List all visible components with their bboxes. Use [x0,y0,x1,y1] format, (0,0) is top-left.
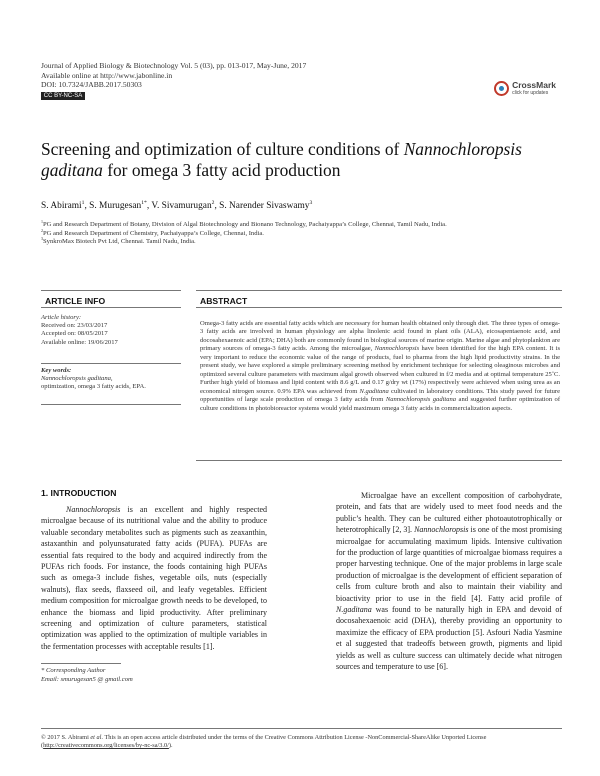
received-date: Received on: 23/03/2017 [41,322,108,330]
history-label: Article history: [41,314,82,321]
article-info-top-rule [41,290,181,291]
abstract-heading: ABSTRACT [200,296,248,306]
paper-title [41,139,561,181]
crossmark-badge[interactable] [494,80,556,96]
keywords [41,367,179,392]
accepted-date: Accepted on: 08/05/2017 [41,330,108,338]
affiliation [41,235,196,246]
author-sup: 2 [211,199,215,206]
author-name: V. Sivamurugan [151,201,212,211]
intro-column-right [336,490,562,673]
article-info-heading-rule [41,307,181,308]
affiliation-text: PG and Research Department of Chemistry, Pachaiyappa’s College, Chennai, India. [42,229,264,237]
footer-text: . This is an open access article distributed under the terms of the Creative Commons Attribution License -NonCommercial-ShareAlike Unported License ( [41,734,487,750]
journal-info [41,61,306,100]
abstract-top-rule [196,290,562,291]
article-info-heading: ARTICLE INFO [45,296,106,306]
abstract-text: cultivated in laboratory conditions. This study paved for future opportunities of large scale production of omega 3 fatty acids from [200,387,560,404]
keyword-species: Nannochloropsis gaditana, [41,375,113,383]
intro-column-left [41,504,267,652]
keywords-label: Key words: [41,367,72,374]
abstract-body [200,320,560,413]
license-link[interactable]: http://creativecommons.org/licenses/by-nc-sa/3.0/ [43,742,169,750]
article-info-mid-rule [41,363,181,364]
author-name: S. Narender Sivaswamy [219,201,310,211]
footer-text: © 2017 S. Abirami [41,734,91,741]
intro-text: is an excellent and highly respected microalgae because of its nutritional value and the ability to produce valuable secondary metabolites such as pigments such as zeaxanthin, astaxanthin and polyunsaturated fatty acids (PUFA). PUFAs are essential fats required to the body and acquired indirectly from the PUFAs rich foods. For instance, the foods containing high PUFAs such as omega-3 include fishes, vegetable oils, nuts (especially walnuts), flax seeds, flaxseed oil, and leafy vegetables. Efficient medium composition for microalgae growth needs to be developed, to enhance the biomass and lipid productivity. After preliminary screening and optimization of culture parameters, statistical optimization was applied to the optimization of multiple variables in the fermentation processes with acceptable results [1]. [41,505,267,651]
title-part1: Screening and optimization of culture conditions of [41,139,404,159]
corresponding-email[interactable]: Email: smurugesan5 @ gmail.com [41,675,133,683]
intro-species: N.gaditana [336,605,372,615]
abstract-text: Omega-3 fatty acids are essential fatty acids which are necessary for human health obtained only through diet. The three types of omega-3 fatty acids are involved in human physiology are alpha linolenic acid found in plant oils (ALA), eicosapentaenoic acid, and docosahexaenoic acid (EPA; DHA) both are commonly found in biological sources of marine origin. Marine algae and phytoplankton are primary sources of omega-3 fatty acids. Among the microalgae, [200,320,560,353]
footer-text: ). [168,742,173,750]
journal-doi[interactable]: DOI: 10.7324/JABB.2017.50303 [41,80,142,90]
footer-etal: et al [90,734,102,741]
abstract-bottom-rule [196,460,562,461]
title-species: Nannochloropsis gaditana [41,139,522,180]
footnote-rule [41,663,121,664]
affiliation-sup: 2 [41,227,43,233]
intro-species: Nannochloropsis [414,525,469,535]
abstract-species: Nannochloropsis [374,345,420,353]
abstract-heading-rule [196,307,562,308]
affiliation-text: PG and Research Department of Botany, Division of Algal Biotechnology and Bionano Technology, Pachaiyappa’s College, Chennai, Tamil Nadu, India. [42,221,447,228]
crossmark-icon [494,81,509,96]
abstract-species: Nannochloropsis gaditana [385,396,457,404]
article-history [41,314,179,347]
author-sup: 1* [141,199,147,206]
affiliation [41,227,264,238]
author-sup: 1 [81,199,85,206]
intro-species: Nannochloropsis [66,505,121,514]
intro-paragraph-1 [41,504,267,652]
intro-text: is one of the most promising microalgae for accumulating maximum lipids. Intensive cultivation for the production of large quantities of microalgae biomass requires a proper harvesting technique. One of the major problems in large scale production of microalgae is the development of efficient separation of cells from culture broth and also to maintain their viability and bioactivity prior to use in the field [4]. Fatty acid profile of [336,525,562,603]
keywords-rest: optimization, omega 3 fatty acids, EPA. [41,383,146,391]
affiliation-sup: 3 [41,235,43,241]
article-info-bottom-rule [41,404,181,405]
abstract-text: have been identified for the high EPA content. It is very important to reduce the economic value of the range of products, fuel to pharma from the high lipid productivity strains. In the present study, we have explored a simple preliminary screening method by enrichment technique for selecting oleaginous microbes and optimized several culture parameters with maximum algal growth observed when cultured in f/2 media and at optimal temperature 25˚C. Further high yield of biomass and lipid content with 8.6 g/L and 0.17 g/dry wt (17%) respectively were achieved when using urea as an economical nitrogen source. 0.9% EPA was achieved from [200,345,561,395]
available-date: Available online: 19/06/2017 [41,338,118,346]
abstract-species: N.gaditana [359,387,389,395]
abstract-text: and suggested further optimization of culture conditions in photobioreactor systems would yield maximum omega 3 fatty acids in commercialization aspects. [200,396,561,412]
affiliation-sup: 1 [41,218,43,224]
intro-text: was found to be naturally high in EPA and devoid of docosahexaenoic acid (DHA), thereby providing an opportunity to maximize the efficacy of EPA production [5]. Asfouri Nadia Yasmine et al suggested that tradeoffs between growth, pigments and lipid yields as well as culture success can ultimately decide what nitrogen sources and temperature to use [6]. [336,605,562,672]
correspondence [41,667,133,684]
crossmark-label: CrossMark [512,80,556,90]
title-part2: for omega 3 fatty acid production [102,160,341,180]
author-name: S. Abirami [41,201,82,211]
affiliation-text: SynkroMax Biotech Pvt Ltd, Chennai. Tamil Nadu, India. [42,238,196,245]
author-list: S. Abirami$^1$, S. Murugesan$^{1*}$, V. Sivamurugan$^2$, S. Narender Sivaswamy$^3$ [41,199,313,211]
intro-paragraph-2 [336,490,562,673]
crossmark-sub: click for updates [512,90,549,96]
journal-citation: Journal of Applied Biology & Biotechnology Vol. 5 (03), pp. 013-017, May-June, 2017 [41,61,307,70]
intro-text: Microalgae have an excellent composition of carbohydrate, protein, and fats that are widely used to meet food needs and the public’s health. They can be cultured either photoautotrophically or heterotrophically [2, 3]. [336,491,562,535]
author-sup: 3 [309,199,313,206]
journal-available-online[interactable]: Available online at http://www.jabonline.in [41,70,173,80]
license-footer [41,734,561,751]
footer-rule [41,728,562,729]
cc-license-badge[interactable]: CC BY-NC-SA [41,92,85,100]
affiliation [41,218,447,229]
crossmark-text [512,80,556,96]
corresponding-label: * Corresponding Author [41,667,106,674]
intro-heading: 1. INTRODUCTION [41,488,117,498]
author-name: S. Murugesan [89,201,142,211]
